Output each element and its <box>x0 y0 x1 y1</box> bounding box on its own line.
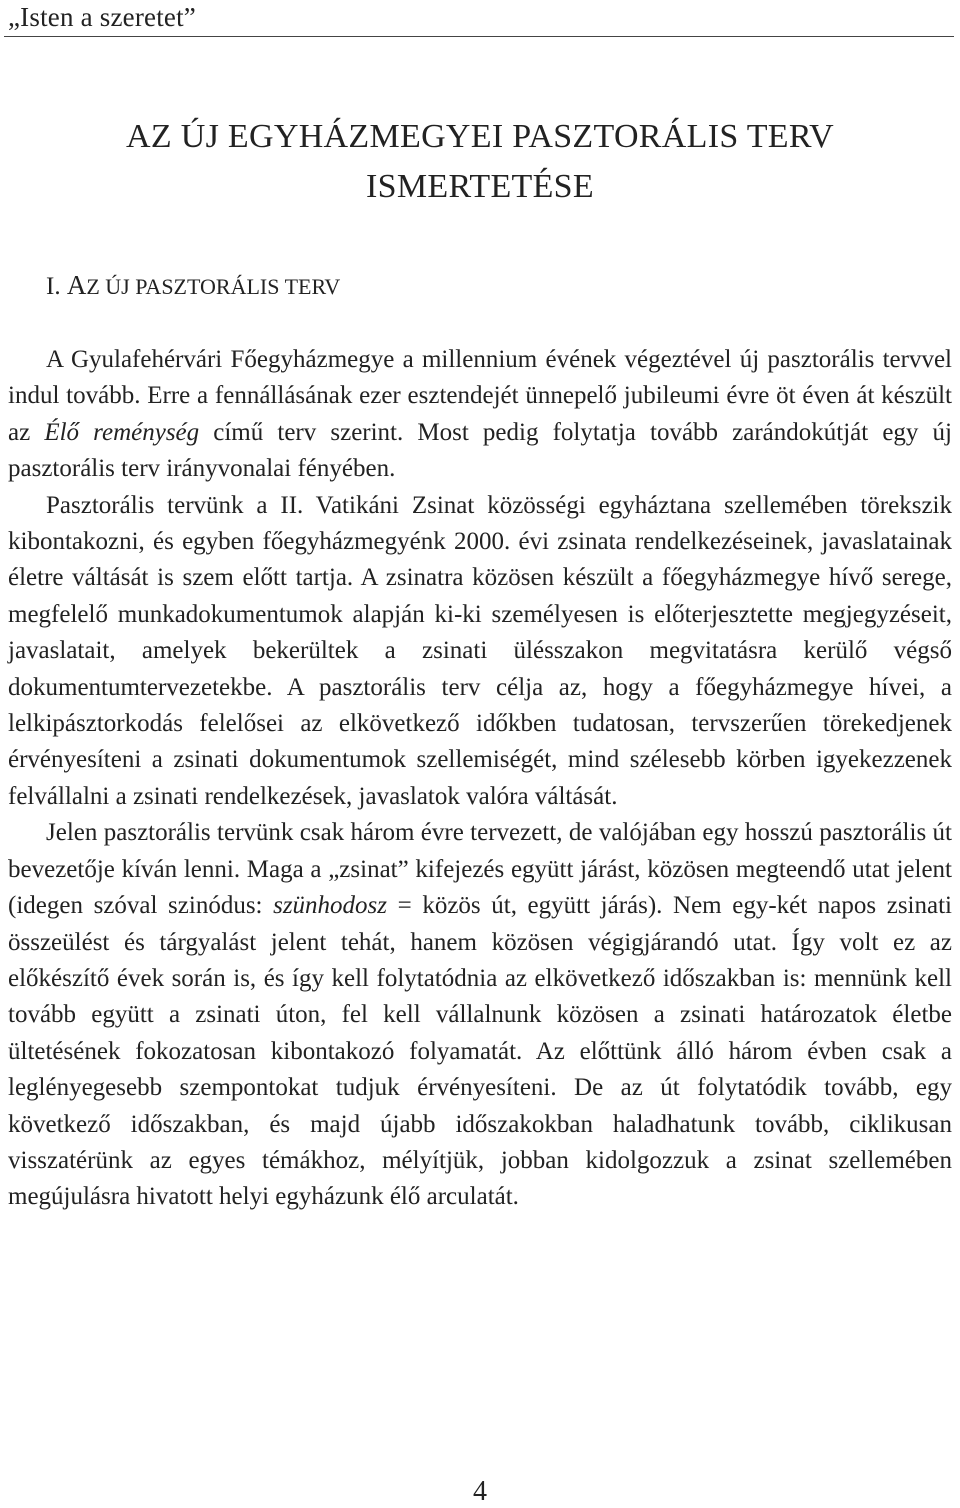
header-rule <box>4 36 954 37</box>
paragraph-1-text-end: című terv szerint. Most pedig folytatja tovább zarándokútját egy új pasztorális terv irányvonalai fényében. <box>8 418 952 483</box>
paragraph-3 <box>8 815 952 1215</box>
running-header-title: „Isten a szeretet” <box>8 2 196 32</box>
paragraph-2: Pasztorális tervünk a II. Vatikáni Zsinat közösségi egyháztana szellemében törekszik kibontakozni, és egyben főegyházmegyénk 2000. évi zsinata rendelkezéseinek, javaslatainak életre váltását is szem előtt tartja. A zsinatra közösen készült a főegyházmegye hívő serege, megfelelő munkadokumentumok alapján ki-ki személyesen is előterjesztette megjegyzéseit, javaslatait, amelyek bekerültek a zsinati ülésszakon megvitatásra kerülő végső dokumentumtervezetekbe. A pasztorális terv célja az, hogy a főegyházmegye hívei, a lelkipásztorkodás felelősei az elkövetkező időkben tudatosan, tervszerűen törekedjenek érvényesíteni a zsinati dokumentumok szellemiségét, mind szélesebb körben igyekezzenek felvállalni a zsinati rendelkezések, javaslatok valóra váltását. <box>8 491 952 810</box>
page-number: 4 <box>473 1476 487 1507</box>
paragraph-1-emphasis: Élő reménység <box>44 418 200 446</box>
document-title-line-2: ISMERTETÉSE <box>366 168 594 205</box>
body-text <box>8 342 952 1216</box>
paragraph-1-text-start: A Gyulafehérvári Főegyházmegye a millennium évének végeztével új pasztorális tervvel indul tovább. Erre a fennállásának ezer esztendejét ünnepelő jubileumi évre öt éven át készült az <box>8 346 952 446</box>
paragraph-3-emphasis: szünhodosz <box>273 892 388 920</box>
section-title-rest: Z ÚJ PASZTORÁLIS TERV <box>86 274 341 299</box>
paragraph-3-text-end: = közös út, együtt járás). Nem egy-két napos zsinati összeülést és tárgyalást jelent tehát, hanem közösen végigjárandó utat. Így volt ez az előkészítő évek során is, és így kell folytatódnia az elkövetkező időszakban is: mennünk kell tovább együtt a zsinati úton, fel kell vállalnunk közösen a zsinati határozatok életbe ültetésének fokozatosan kibontakozó folyamatát. Az előttünk álló három évben csak a leglényegesebb szempontokat tudjuk érvényesíteni. De az út folytatódik tovább, egy következő időszakban, és majd újabb időszakokban haladhatunk tovább, ciklikusan visszatérünk az egyes témákhoz, mélyítjük, jobban kidolgozzuk a zsinat szellemében megújulásra hivatott helyi egyházunk élő arculatát. <box>8 892 952 1211</box>
section-number: I. <box>46 273 61 300</box>
section-heading <box>46 268 340 304</box>
paragraph-1 <box>8 342 952 488</box>
paragraph-3-text-start: Jelen pasztorális tervünk csak három évre tervezett, de valójában egy hosszú pasztorális út bevezetője kíván lenni. Maga a „zsinat” kifejezés együtt járást, közösen megteendő utat jelent (idegen szóval szinódus: <box>8 819 952 920</box>
section-title-initial: A <box>66 270 87 300</box>
running-header <box>8 0 196 34</box>
document-title <box>0 112 960 212</box>
document-title-line-1: AZ ÚJ EGYHÁZMEGYEI PASZTORÁLIS TERV <box>126 118 834 155</box>
